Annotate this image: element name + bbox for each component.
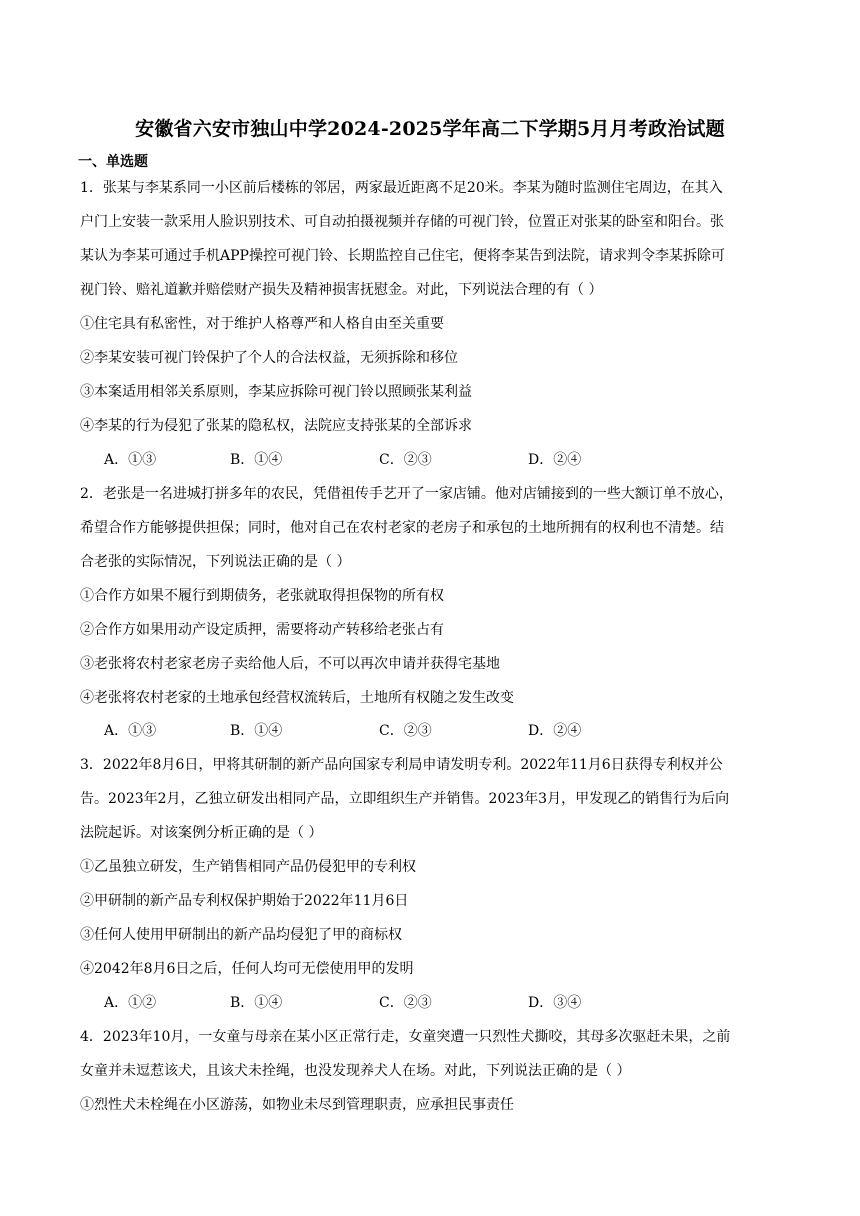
q3-choice-a: A．①② bbox=[104, 995, 157, 1011]
q4-option-1: ①烈性犬未栓绳在小区游荡，如物业未尽到管理职责，应承担民事责任 bbox=[80, 1097, 514, 1113]
q3-stem-line-1: 3．2022年8月6日，甲将其研制的新产品向国家专利局申请发明专利。2022年11月6日获得专利权并公 bbox=[80, 757, 723, 773]
q2-stem-line-2: 希望合作方能够提供担保；同时，他对自己在农村老家的老房子和承包的土地所拥有的权利也不清楚。结 bbox=[80, 520, 724, 536]
q1-option-2: ②李某安装可视门铃保护了个人的合法权益，无须拆除和移位 bbox=[80, 350, 458, 366]
q1-option-3: ③本案适用相邻关系原则，李某应拆除可视门铃以照顾张某利益 bbox=[80, 384, 472, 400]
q1-choice-a: A．①③ bbox=[104, 452, 157, 468]
q1-choice-b: B．①④ bbox=[230, 452, 283, 468]
q1-option-1: ①住宅具有私密性，对于维护人格尊严和人格自由至关重要 bbox=[80, 316, 444, 332]
q2-option-4: ④老张将农村老家的土地承包经营权流转后，土地所有权随之发生改变 bbox=[80, 690, 514, 706]
q2-option-2: ②合作方如果用动产设定质押，需要将动产转移给老张占有 bbox=[80, 622, 444, 638]
section-heading: 一、单选题 bbox=[78, 154, 148, 170]
q3-option-2: ②甲研制的新产品专利权保护期始于2022年11月6日 bbox=[80, 893, 409, 909]
q2-stem-line-3: 合老张的实际情况，下列说法正确的是（ ） bbox=[80, 554, 351, 570]
q3-stem-line-3: 法院起诉。对该案例分析正确的是（ ） bbox=[80, 825, 323, 841]
q1-stem-line-2: 户门上安装一款采用人脸识别技术、可自动拍摄视频并存储的可视门铃，位置正对张某的卧室和阳台。张 bbox=[80, 214, 724, 230]
q1-stem-line-1: 1．张某与李某系同一小区前后楼栋的邻居，两家最近距离不足20米。李某为随时监测住宅周边，在其入 bbox=[80, 180, 723, 196]
q3-option-4: ④2042年8月6日之后，任何人均可无偿使用甲的发明 bbox=[80, 961, 414, 977]
q2-option-1: ①合作方如果不履行到期债务，老张就取得担保物的所有权 bbox=[80, 588, 444, 604]
q3-option-1: ①乙虽独立研发，生产销售相同产品仍侵犯甲的专利权 bbox=[80, 859, 416, 875]
q2-stem-line-1: 2．老张是一名进城打拼多年的农民，凭借祖传手艺开了一家店铺。他对店铺接到的一些大额订单不放心， bbox=[80, 486, 733, 502]
q2-choice-d: D．②④ bbox=[528, 723, 582, 739]
q1-stem-line-4: 视门铃、赔礼道歉并赔偿财产损失及精神损害抚慰金。对此，下列说法合理的有（ ） bbox=[80, 282, 603, 298]
q2-choice-b: B．①④ bbox=[230, 723, 283, 739]
q1-choice-d: D．②④ bbox=[528, 452, 582, 468]
q1-stem-line-3: 某认为李某可通过手机APP操控可视门铃、长期监控自己住宅，便将李某告到法院，请求判令李某拆除可 bbox=[80, 248, 725, 264]
q3-option-3: ③任何人使用甲研制出的新产品均侵犯了甲的商标权 bbox=[80, 927, 402, 943]
page-title: 安徽省六安市独山中学2024-2025学年高二下学期5月月考政治试题 bbox=[135, 118, 725, 140]
q2-choice-c: C．②③ bbox=[379, 723, 432, 739]
q2-choice-a: A．①③ bbox=[104, 723, 157, 739]
q3-stem-line-2: 告。2023年2月，乙独立研发出相同产品，立即组织生产并销售。2023年3月，甲发现乙的销售行为后向 bbox=[80, 791, 730, 807]
q4-stem-line-2: 女童并未逗惹该犬，且该犬未拴绳，也没发现养犬人在场。对此，下列说法正确的是（ ） bbox=[80, 1063, 631, 1079]
q1-option-4: ④李某的行为侵犯了张某的隐私权，法院应支持张某的全部诉求 bbox=[80, 418, 472, 434]
q3-choice-d: D．③④ bbox=[528, 995, 582, 1011]
q4-stem-line-1: 4．2023年10月，一女童与母亲在某小区正常行走，女童突遭一只烈性犬撕咬，其母多次驱赶未果，之前 bbox=[80, 1029, 731, 1045]
q1-choice-c: C．②③ bbox=[379, 452, 432, 468]
q3-choice-b: B．①④ bbox=[230, 995, 283, 1011]
q2-option-3: ③老张将农村老家老房子卖给他人后，不可以再次申请并获得宅基地 bbox=[80, 656, 500, 672]
q3-choice-c: C．②③ bbox=[379, 995, 432, 1011]
